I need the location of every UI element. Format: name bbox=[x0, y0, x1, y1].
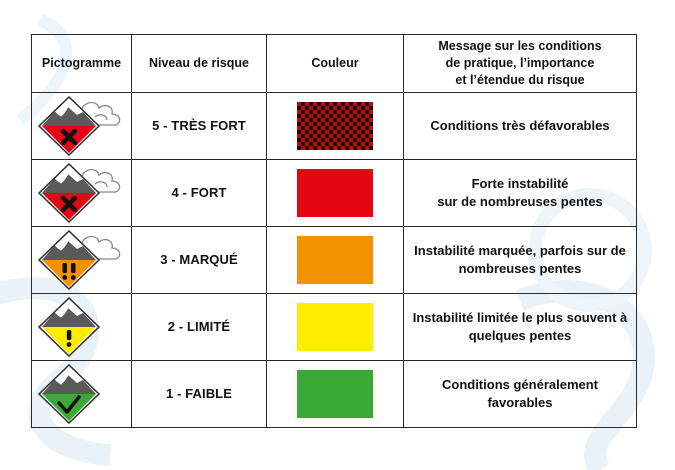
level-label: 4 - FORT bbox=[171, 185, 227, 200]
exclamation-icon bbox=[37, 296, 127, 358]
level-cell bbox=[132, 361, 267, 428]
pictogram-cell bbox=[32, 361, 132, 428]
message-cell bbox=[404, 361, 637, 428]
message-line1: Instabilité limitée le plus souvent à bbox=[412, 310, 628, 325]
message-line1: Conditions très défavorables bbox=[430, 118, 610, 133]
checkmark-icon bbox=[37, 363, 127, 425]
message-line1: Forte instabilité bbox=[471, 176, 569, 191]
header-color: Couleur bbox=[267, 35, 404, 93]
header-pictogram: Pictogramme bbox=[32, 35, 132, 93]
message-cell bbox=[404, 160, 637, 227]
level-label: 3 - MARQUÉ bbox=[160, 252, 238, 267]
color-swatch-checkered bbox=[297, 102, 373, 150]
header-message-line1: Message sur les conditions bbox=[438, 39, 602, 53]
danger-cross-avalanche-icon bbox=[37, 95, 127, 157]
table-row bbox=[32, 294, 637, 361]
color-swatch bbox=[297, 303, 373, 351]
header-message-line3: et l’étendue du risque bbox=[455, 73, 585, 87]
level-label: 1 - FAIBLE bbox=[165, 386, 232, 401]
table-row bbox=[32, 160, 637, 227]
message-line1: Instabilité marquée, parfois sur de bbox=[414, 243, 626, 258]
color-cell bbox=[267, 160, 404, 227]
color-swatch bbox=[297, 236, 373, 284]
message-line2: nombreuses pentes bbox=[458, 261, 582, 276]
message-line1: Conditions généralement bbox=[441, 377, 599, 392]
color-swatch bbox=[297, 169, 373, 217]
message-cell bbox=[404, 93, 637, 160]
level-cell bbox=[132, 93, 267, 160]
double-exclamation-icon bbox=[37, 229, 127, 291]
level-label: 2 - LIMITÉ bbox=[167, 319, 231, 334]
message-line2: sur de nombreuses pentes bbox=[437, 194, 603, 209]
pictogram-cell bbox=[32, 160, 132, 227]
message-cell bbox=[404, 294, 637, 361]
pictogram-cell bbox=[32, 294, 132, 361]
level-cell bbox=[132, 227, 267, 294]
color-cell bbox=[267, 361, 404, 428]
table-row bbox=[32, 227, 637, 294]
header-level: Niveau de risque bbox=[132, 35, 267, 93]
table-header-row bbox=[32, 35, 637, 93]
message-cell bbox=[404, 227, 637, 294]
risk-scale-table bbox=[31, 34, 637, 428]
table-row bbox=[32, 93, 637, 160]
color-cell bbox=[267, 227, 404, 294]
header-message-line2: de pratique, l’importance bbox=[445, 56, 595, 70]
color-cell bbox=[267, 294, 404, 361]
message-line2: quelques pentes bbox=[468, 328, 572, 343]
header-message bbox=[404, 35, 637, 93]
pictogram-cell bbox=[32, 227, 132, 294]
danger-cross-avalanche-icon bbox=[37, 162, 127, 224]
level-label: 5 - TRÈS FORT bbox=[152, 118, 246, 133]
color-swatch bbox=[297, 370, 373, 418]
table-row bbox=[32, 361, 637, 428]
pictogram-cell bbox=[32, 93, 132, 160]
color-cell bbox=[267, 93, 404, 160]
level-cell bbox=[132, 160, 267, 227]
message-line2: favorables bbox=[487, 395, 553, 410]
level-cell bbox=[132, 294, 267, 361]
